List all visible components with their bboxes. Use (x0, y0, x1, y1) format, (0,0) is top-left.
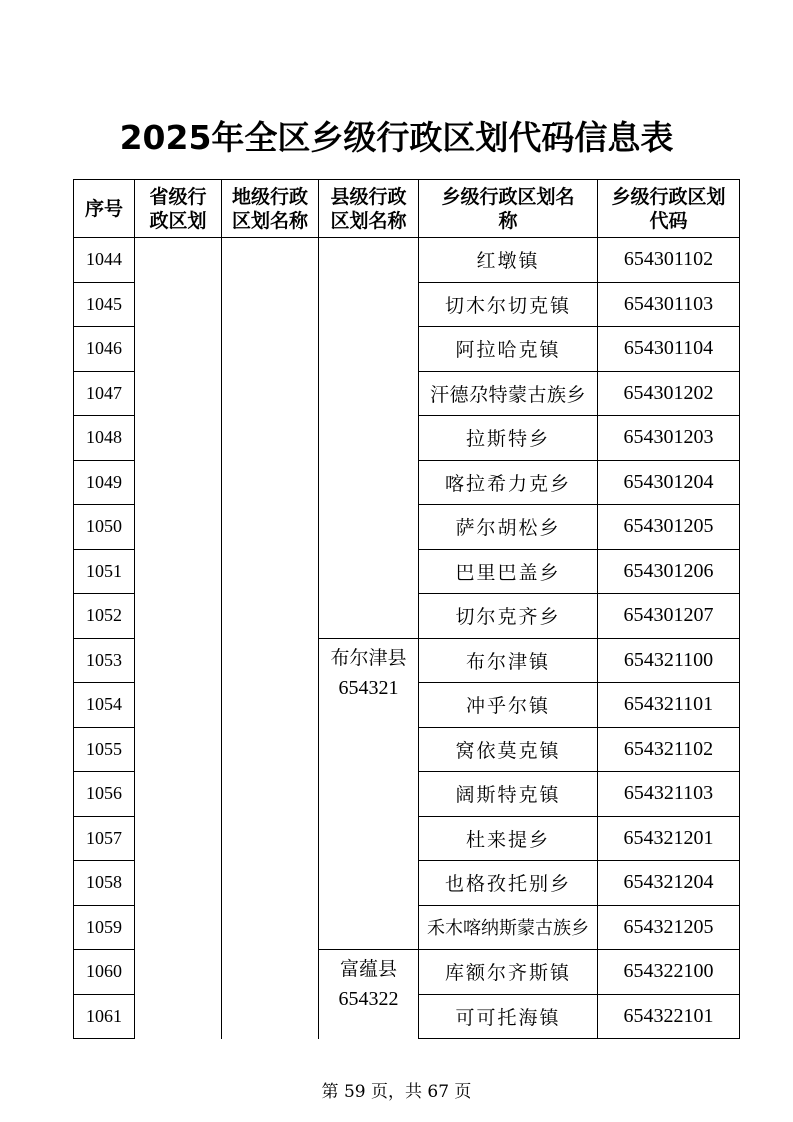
row-seq: 1055 (74, 727, 135, 772)
township-name: 阔斯特克镇 (419, 772, 598, 817)
township-name: 杜来提乡 (419, 816, 598, 861)
header-township-code: 乡级行政区划 代码 (598, 180, 740, 238)
township-name: 冲乎尔镇 (419, 683, 598, 728)
township-code: 654321205 (598, 905, 740, 950)
township-name: 拉斯特乡 (419, 416, 598, 461)
county-cell (319, 950, 419, 1039)
township-code: 654301207 (598, 594, 740, 639)
page-title: 2025年全区乡级行政区划代码信息表 (119, 118, 674, 157)
row-seq: 1054 (74, 683, 135, 728)
township-name: 库额尔齐斯镇 (419, 950, 598, 995)
township-code: 654321201 (598, 816, 740, 861)
row-seq: 1046 (74, 327, 135, 372)
row-seq: 1049 (74, 460, 135, 505)
page-footer: 第 59 页，共 67 页 (321, 1082, 472, 1102)
county-cell (319, 638, 419, 950)
row-seq: 1053 (74, 638, 135, 683)
county-cell (319, 238, 419, 639)
header-county: 县级行政 区划名称 (319, 180, 419, 238)
row-seq: 1052 (74, 594, 135, 639)
row-seq: 1058 (74, 861, 135, 906)
county-name: 富蕴县 (339, 958, 397, 980)
county-code: 654321 (338, 676, 399, 699)
province-cell (135, 238, 222, 1039)
township-code: 654322101 (598, 994, 740, 1039)
township-code: 654322100 (598, 950, 740, 995)
header-seq: 序号 (74, 180, 135, 238)
header-province: 省级行 政区划 (135, 180, 222, 238)
division-code-table (73, 179, 740, 1039)
row-seq: 1048 (74, 416, 135, 461)
township-name: 也格孜托别乡 (419, 861, 598, 906)
township-name: 红墩镇 (419, 238, 598, 283)
row-seq: 1044 (74, 238, 135, 283)
township-code: 654301205 (598, 505, 740, 550)
table-row (74, 238, 740, 283)
township-code: 654301202 (598, 371, 740, 416)
township-code: 654301102 (598, 238, 740, 283)
row-seq: 1047 (74, 371, 135, 416)
county-code: 654322 (338, 988, 399, 1010)
header-township-name: 乡级行政区划名 称 (419, 180, 598, 238)
township-code: 654301104 (598, 327, 740, 372)
township-name: 切尔克齐乡 (419, 594, 598, 639)
township-code: 654321204 (598, 861, 740, 906)
township-code: 654321101 (598, 683, 740, 728)
township-name: 萨尔胡松乡 (419, 505, 598, 550)
table-header-row (74, 180, 740, 238)
row-seq: 1050 (74, 505, 135, 550)
township-code: 654301206 (598, 549, 740, 594)
township-name: 窝依莫克镇 (419, 727, 598, 772)
row-seq: 1061 (74, 994, 135, 1039)
township-name: 禾木喀纳斯蒙古族乡 (419, 905, 598, 950)
township-code: 654301103 (598, 282, 740, 327)
row-seq: 1060 (74, 950, 135, 995)
township-code: 654321102 (598, 727, 740, 772)
row-seq: 1059 (74, 905, 135, 950)
township-code: 654321103 (598, 772, 740, 817)
township-name: 巴里巴盖乡 (419, 549, 598, 594)
prefecture-cell (222, 238, 319, 1039)
row-seq: 1057 (74, 816, 135, 861)
township-code: 654301204 (598, 460, 740, 505)
row-seq: 1056 (74, 772, 135, 817)
header-prefecture: 地级行政 区划名称 (222, 180, 319, 238)
township-name: 切木尔切克镇 (419, 282, 598, 327)
township-name: 布尔津镇 (419, 638, 598, 683)
township-name: 汗德尕特蒙古族乡 (419, 371, 598, 416)
township-code: 654301203 (598, 416, 740, 461)
township-name: 喀拉希力克乡 (419, 460, 598, 505)
row-seq: 1051 (74, 549, 135, 594)
township-name: 阿拉哈克镇 (419, 327, 598, 372)
township-code: 654321100 (598, 638, 740, 683)
township-name: 可可托海镇 (419, 994, 598, 1039)
county-name: 布尔津县 (330, 646, 407, 669)
row-seq: 1045 (74, 282, 135, 327)
